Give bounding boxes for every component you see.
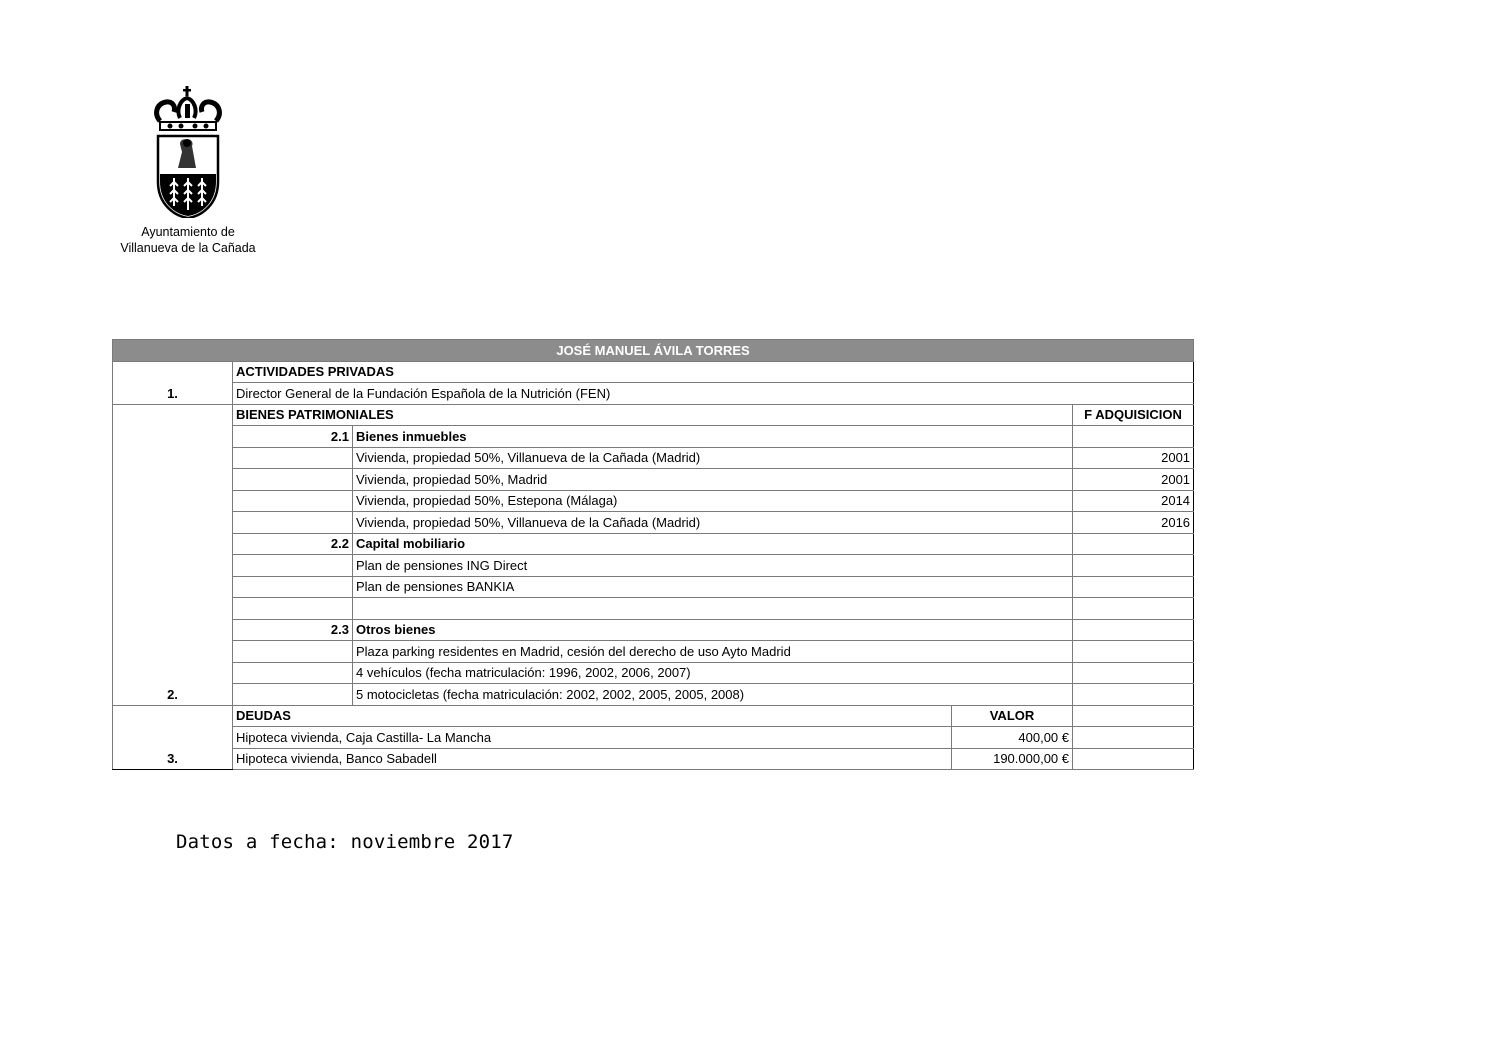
- logo-line-1: Ayuntamiento de: [141, 225, 235, 239]
- table-title: JOSÉ MANUEL ÁVILA TORRES: [113, 340, 1194, 362]
- table-row: [113, 598, 1194, 620]
- coat-of-arms-icon: [150, 86, 226, 218]
- section-1-item: Director General de la Fundación Española de la Nutrición (FEN): [233, 383, 1194, 405]
- otros-item: Plaza parking residentes en Madrid, cesión del derecho de uso Ayto Madrid: [353, 641, 1073, 663]
- section-3-heading: DEUDAS: [233, 705, 952, 727]
- subsection-2-2-label: Capital mobiliario: [353, 533, 1073, 555]
- section-2-heading: BIENES PATRIMONIALES: [233, 404, 1073, 426]
- section-2-number: 2.: [113, 404, 233, 705]
- subsection-2-3-number: 2.3: [233, 619, 353, 641]
- logo-caption: [108, 224, 268, 256]
- table-row: [113, 490, 1194, 512]
- table-row: [113, 447, 1194, 469]
- otros-item: 5 motocicletas (fecha matriculación: 2002, 2002, 2005, 2005, 2008): [353, 684, 1073, 706]
- table-row: [113, 684, 1194, 706]
- subsection-2-2-number: 2.2: [233, 533, 353, 555]
- table-row: [113, 662, 1194, 684]
- mobiliario-item: Plan de pensiones ING Direct: [353, 555, 1073, 577]
- declaration-table: [112, 339, 1194, 770]
- value-header: VALOR: [952, 705, 1073, 727]
- debt-description: Hipoteca vivienda, Caja Castilla- La Mancha: [233, 727, 952, 749]
- table-row: [113, 469, 1194, 491]
- table-row: [113, 748, 1194, 770]
- property-description: Vivienda, propiedad 50%, Estepona (Málaga): [353, 490, 1073, 512]
- table-row: [113, 641, 1194, 663]
- debt-value: 190.000,00 €: [952, 748, 1073, 770]
- property-year: 2014: [1073, 490, 1194, 512]
- acquisition-date-header: F ADQUISICION: [1073, 404, 1194, 426]
- property-description: Vivienda, propiedad 50%, Villanueva de la Cañada (Madrid): [353, 447, 1073, 469]
- otros-item: 4 vehículos (fecha matriculación: 1996, 2002, 2006, 2007): [353, 662, 1073, 684]
- table-row: [113, 512, 1194, 534]
- subsection-2-1-label: Bienes inmuebles: [353, 426, 1073, 448]
- table-row: [113, 727, 1194, 749]
- subsection-2-3-label: Otros bienes: [353, 619, 1073, 641]
- property-description: Vivienda, propiedad 50%, Madrid: [353, 469, 1073, 491]
- municipality-logo: [108, 86, 268, 256]
- subsection-2-1-number: 2.1: [233, 426, 353, 448]
- property-year: 2016: [1073, 512, 1194, 534]
- property-year: 2001: [1073, 447, 1194, 469]
- debt-value: 400,00 €: [952, 727, 1073, 749]
- section-1-number: 1.: [113, 361, 233, 404]
- property-description: Vivienda, propiedad 50%, Villanueva de la Cañada (Madrid): [353, 512, 1073, 534]
- logo-line-2: Villanueva de la Cañada: [120, 241, 256, 255]
- debt-description: Hipoteca vivienda, Banco Sabadell: [233, 748, 952, 770]
- table-row: [113, 555, 1194, 577]
- section-3-number: 3.: [113, 705, 233, 770]
- property-year: 2001: [1073, 469, 1194, 491]
- data-date-note: Datos a fecha: noviembre 2017: [176, 831, 514, 853]
- table-row: [113, 576, 1194, 598]
- section-1-heading: ACTIVIDADES PRIVADAS: [233, 361, 1194, 383]
- mobiliario-item: Plan de pensiones BANKIA: [353, 576, 1073, 598]
